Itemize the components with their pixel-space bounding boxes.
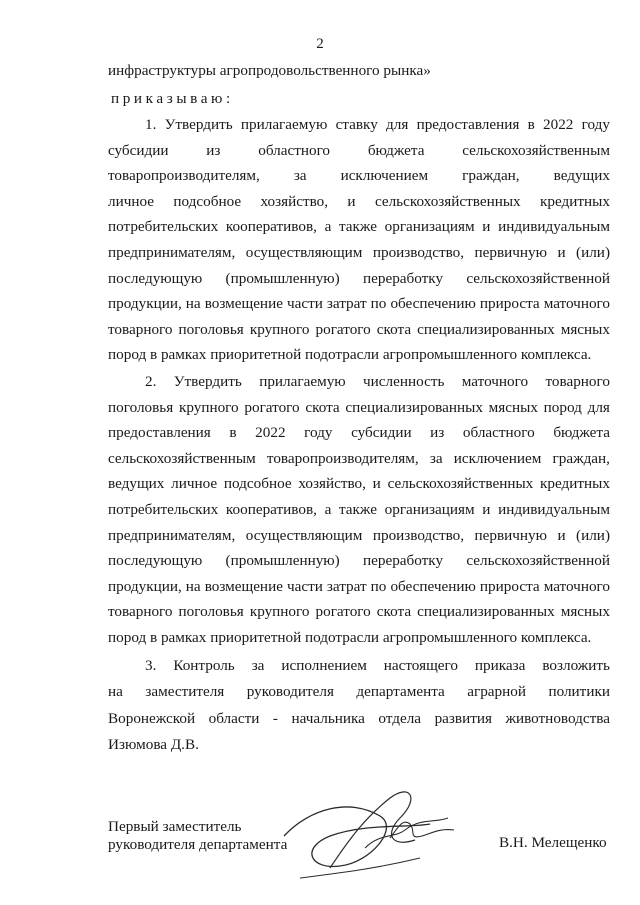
page-number: 2 [316, 36, 324, 52]
body-line: предпринимателям, осуществляющим производство, первичную и (или) [108, 244, 610, 261]
body-line: сельскохозяйственным товаропроизводителям, за исключением граждан, [108, 449, 610, 467]
body-line: товарного поголовья крупного рогатого скота специализированных мясных [108, 603, 610, 621]
body-line: личное подсобное хозяйство, и сельскохозяйственных кредитных [108, 192, 610, 210]
body-line: 1. Утвердить прилагаемую ставку для предоставления в 2022 году [145, 116, 610, 133]
body-line: последующую (промышленную) переработку сельскохозяйственной [108, 552, 610, 570]
body-line: пород в рамках приоритетной подотрасли агропромышленного комплекса. [108, 346, 592, 364]
body-line: 2. Утвердить прилагаемую численность маточного товарного [145, 373, 610, 390]
body-line: продукции, на возмещение части затрат по обеспечению прироста маточного [108, 295, 610, 313]
header-line: инфраструктуры агропродовольственного рынка» [108, 62, 431, 79]
order-word: приказываю: [111, 90, 234, 107]
body-line: продукции, на возмещение части затрат по обеспечению прироста маточного [108, 577, 610, 595]
signatory-name: В.Н. Мелещенко [499, 834, 607, 851]
signatory-title-line2: руководителя департамента [108, 836, 288, 853]
body-line: на заместителя руководителя департамента аграрной политики [108, 683, 610, 701]
signatory-title-line1: Первый заместитель [108, 818, 242, 835]
body-line: Изюмова Д.В. [108, 735, 199, 753]
body-line: ведущих личное подсобное хозяйство, и сельскохозяйственных кредитных [108, 475, 610, 493]
body-line: потребительских кооперативов, а также организациям и индивидуальным [108, 218, 610, 236]
body-line: последующую (промышленную) переработку сельскохозяйственной [108, 269, 610, 287]
body-line: пород в рамках приоритетной подотрасли агропромышленного комплекса. [108, 629, 592, 646]
body-line: товаропроизводителям, за исключением граждан, ведущих [108, 167, 610, 185]
body-line: 3. Контроль за исполнением настоящего приказа возложить [145, 657, 610, 674]
body-line: поголовья крупного рогатого скота специализированных мясных пород для [108, 398, 610, 416]
body-line: потребительских кооперативов, а также организациям и индивидуальным [108, 501, 610, 518]
body-line: товарного поголовья крупного рогатого скота специализированных мясных [108, 320, 610, 338]
body-line: предпринимателям, осуществляющим производство, первичную и (или) [108, 526, 610, 544]
body-line: Воронежской области - начальника отдела развития животноводства [108, 709, 610, 727]
body-line: субсидии из областного бюджета сельскохозяйственным [108, 141, 610, 159]
handwritten-signature [270, 778, 470, 888]
body-line: предоставления в 2022 году субсидии из областного бюджета [108, 424, 610, 442]
